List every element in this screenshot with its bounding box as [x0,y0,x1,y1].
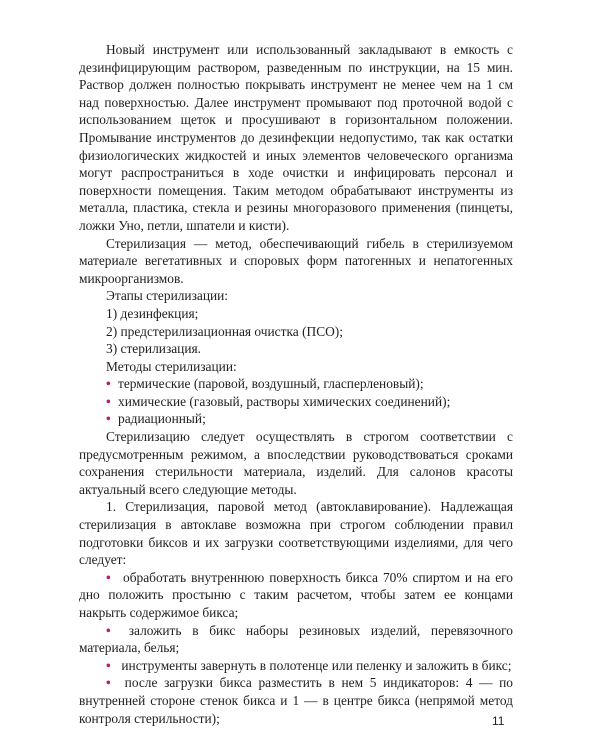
step-item: • обработать внутреннюю поверхность бикса 70% спиртом и на его дно положить простыню с таким расчетом, чтобы затем ее концами накрыть содержимое бикса; [79,569,513,620]
step-item: • инструменты завернуть в полотенце или пеленку и заложить в бикс; [106,657,512,673]
paragraph-steam-method: 1. Стерилизация, паровой метод (автоклавирование). Надлежащая стерилизация в автоклаве возможна при строгом соблюдении правил подготовки биксов и их загрузки соответствующими изделиями, для чего следует: [79,499,513,568]
bullet-icon: • [106,657,111,673]
stage-item: 2) предстерилизационная очистка (ПСО); [106,323,343,339]
bullet-icon: • [106,393,111,409]
stage-item: 3) стерилизация. [106,341,202,357]
method-item: • термические (паровой, воздушный, гласперленовый); [106,376,424,392]
methods-title: Методы стерилизации: [106,358,237,374]
bullet-icon: • [106,569,111,585]
bullet-icon: • [106,622,111,638]
paragraph-sterilization-definition: Стерилизация — метод, обеспечивающий гибель в стерилизуемом материале вегетативных и споровых форм патогенных и непатогенных микроорганизмов. [79,235,513,286]
method-item: • химические (газовый, растворы химических соединений); [106,393,451,409]
method-item: • радиационный; [106,411,206,427]
step-item: • после загрузки бикса разместить в нем 5 индикаторов: 4 — по внутренней стороне стенок бикса и 1 — в центре бикса (непрямой метод контроля стерильности); [79,675,513,726]
step-item: • заложить в бикс наборы резиновых изделий, перевязочного материала, белья; [79,622,513,656]
paragraph-instrument-processing: Новый инструмент или использованный закладывают в емкость с дезинфицирующим раствором, разведенным по инструкции, на 15 мин. Раствор должен полностью покрывать инструмент не менее чем на 1 см над поверхностью. Далее инструмент промывают под проточной водой с использованием щеток и просушивают в горизонтальном положении. Промывание инструментов до дезинфекции недопустимо, так как остатки физиологических жидкостей и иных элементов человеческого организма могут распространиться в ходе очистки и инфицировать персонал и поверхности помещения. Таким методом обрабатывают инструменты из металла, пластика, стекла и резины многоразового применения (пинцеты, ложки Уно, петли, шпатели и кисти). [79,42,513,233]
page-text [79,41,513,727]
stages-title: Этапы стерилизации: [106,288,229,304]
bullet-icon: • [106,376,111,392]
bullet-icon: • [106,411,111,427]
bullet-icon: • [106,675,111,691]
page-number: 11 [492,714,505,728]
paragraph-sterilization-regime: Стерилизацию следует осуществлять в строгом соответствии с предусмотренным режимом, а впоследствии руководствоваться сроками сохранения стерильности материала, изделий. Для салонов красоты актуальный всего следующие методы. [79,429,513,497]
stage-item: 1) дезинфекция; [106,305,199,321]
